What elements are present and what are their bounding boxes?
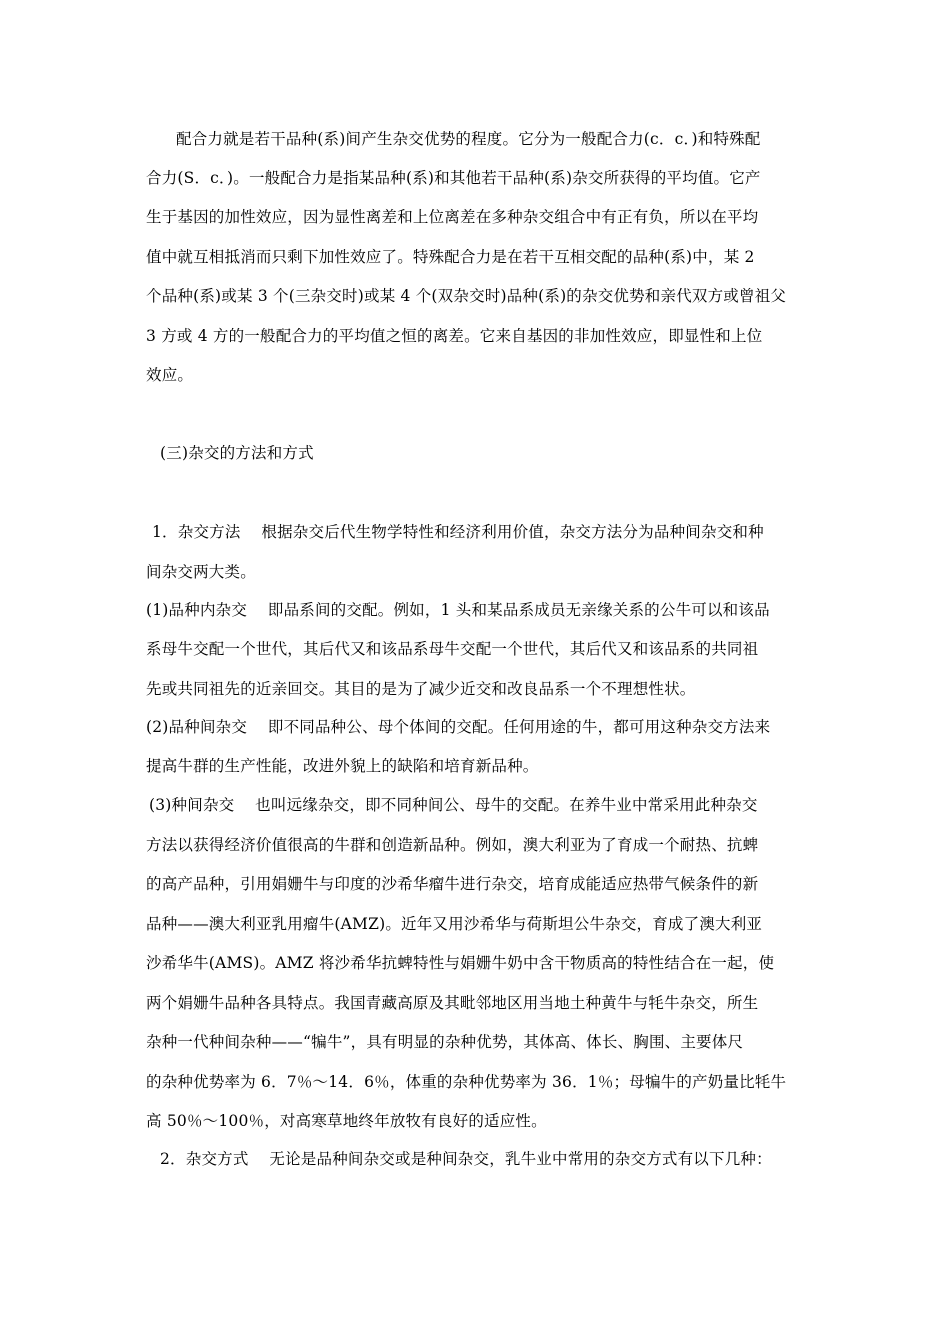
item-1-line-2: 系母牛交配一个世代，其后代又和该品系母牛交配一个世代，其后代又和该品系的共同祖 (146, 640, 759, 658)
paragraph-1-line-1: 配合力就是若干品种(系)间产生杂交优势的程度。它分为一般配合力(c．c．)和特殊配 (176, 130, 761, 148)
mode-intro-line: 2．杂交方式 无论是品种间杂交或是种间杂交，乳牛业中常用的杂交方式有以下几种： (160, 1150, 772, 1168)
item-3-line-2: 方法以获得经济价值很高的牛群和创造新品种。例如，澳大利亚为了育成一个耐热、抗蜱 (146, 836, 759, 854)
method-intro-line-1: 1．杂交方法 根据杂交后代生物学特性和经济利用价值，杂交方法分为品种间杂交和种 (152, 523, 764, 541)
item-1-line-1: (1)品种内杂交 即品系间的交配。例如，1 头和某品系成员无亲缘关系的公牛可以和该品 (146, 601, 770, 619)
item-2-line-1: (2)品种间杂交 即不同品种公、母个体间的交配。任何用途的牛，都可用这种杂交方法来 (146, 718, 771, 736)
paragraph-1-line-3: 生于基因的加性效应，因为显性离差和上位离差在多种杂交组合中有正有负，所以在平均 (146, 208, 759, 226)
method-intro-line-2: 间杂交两大类。 (146, 563, 256, 581)
item-3-line-9: 高 50％～100％，对高寒草地终年放牧有良好的适应性。 (146, 1112, 547, 1130)
paragraph-1-line-4: 值中就互相抵消而只剩下加性效应了。特殊配合力是在若干互相交配的品种(系)中，某 2 (146, 248, 755, 266)
paragraph-1-line-7: 效应。 (146, 366, 194, 384)
item-3-line-4: 品种——澳大利亚乳用瘤牛(AMZ)。近年又用沙希华与荷斯坦公牛杂交，育成了澳大利亚 (146, 915, 763, 933)
item-1-line-3: 先或共同祖先的近亲回交。其目的是为了减少近交和改良品系一个不理想性状。 (146, 680, 696, 698)
paragraph-1-line-6: 3 方或 4 方的一般配合力的平均值之恒的离差。它来自基因的非加性效应，即显性和上位 (146, 327, 763, 345)
item-3-line-1: (3)种间杂交 也叫远缘杂交，即不同种间公、母牛的交配。在养牛业中常采用此种杂交 (149, 796, 758, 814)
item-3-line-6: 两个娟姗牛品种各具特点。我国青藏高原及其毗邻地区用当地土种黄牛与牦牛杂交，所生 (146, 994, 759, 1012)
paragraph-1-line-2: 合力(S．c．)。一般配合力是指某品种(系)和其他若干品种(系)杂交所获得的平均值。它产 (146, 169, 761, 187)
paragraph-1-line-5: 个品种(系)或某 3 个(三杂交时)或某 4 个(双杂交时)品种(系)的杂交优势和亲代双方或曾祖父 (146, 287, 787, 305)
item-3-line-8: 的杂种优势率为 6．7％～14．6％，体重的杂种优势率为 36．1％；母犏牛的产奶量比牦牛 (146, 1073, 787, 1091)
item-3-line-5: 沙希华牛(AMS)。AMZ 将沙希华抗蜱特性与娟姗牛奶中含干物质高的特性结合在一起，使 (146, 954, 775, 972)
item-2-line-2: 提高牛群的生产性能，改进外貌上的缺陷和培育新品种。 (146, 757, 539, 775)
item-3-line-7: 杂种一代种间杂种——“犏牛”，具有明显的杂种优势，其体高、体长、胸围、主要体尺 (146, 1033, 744, 1051)
section-heading: (三)杂交的方法和方式 (160, 444, 314, 462)
item-3-line-3: 的高产品种，引用娟姗牛与印度的沙希华瘤牛进行杂交，培育成能适应热带气候条件的新 (146, 875, 759, 893)
